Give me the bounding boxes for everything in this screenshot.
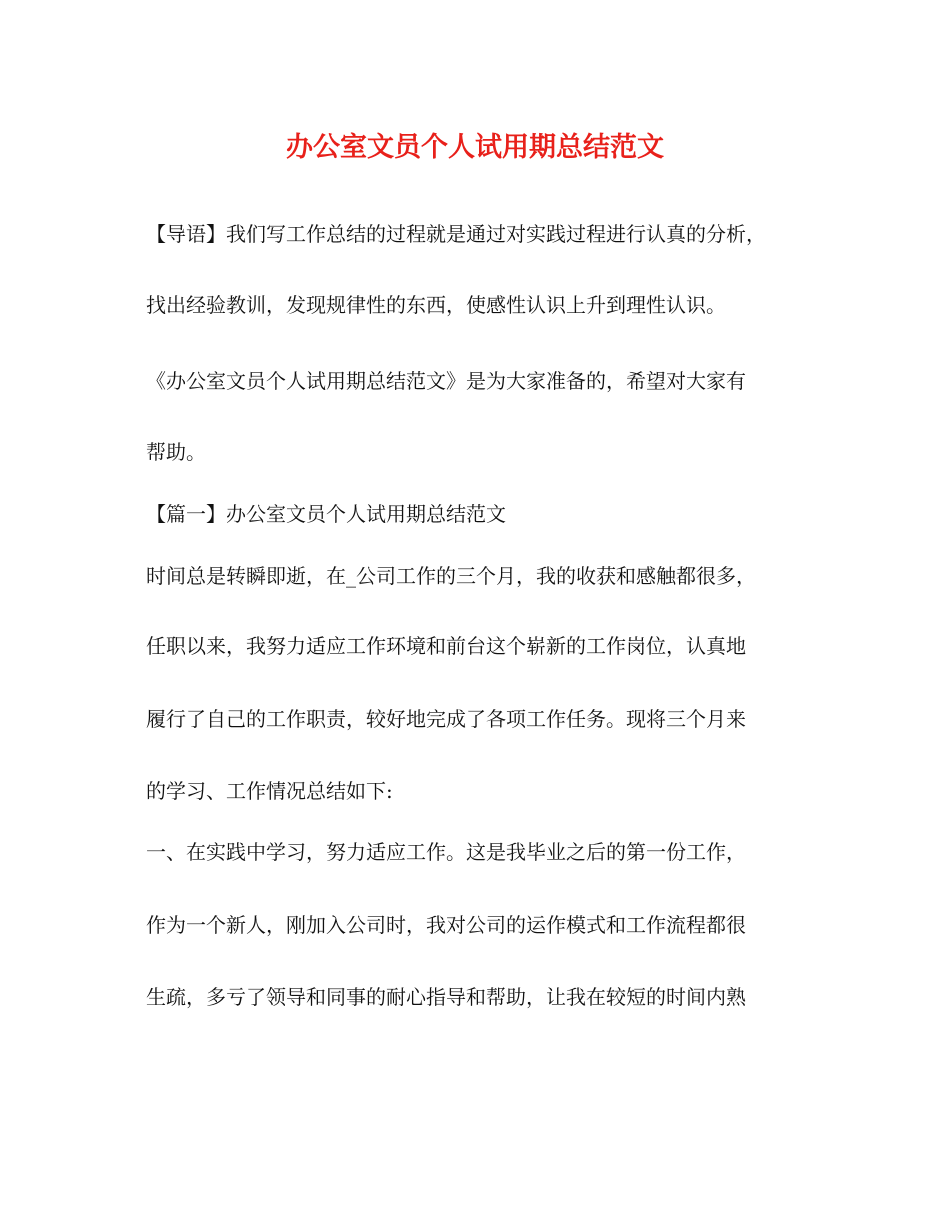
text-line: 履行了自己的工作职责，较好地完成了各项工作任务。现将三个月来 [146, 707, 746, 731]
text-line: 《办公室文员个人试用期总结范文》是为大家准备的，希望对大家有 [146, 369, 746, 393]
text-line: 一、在实践中学习，努力适应工作。这是我毕业之后的第一份工作， [146, 840, 746, 864]
text-line: 作为一个新人，刚加入公司时，我对公司的运作模式和工作流程都很 [146, 913, 746, 937]
document-title: 办公室文员个人试用期总结范文 [286, 132, 664, 163]
text-line: 生疏，多亏了领导和同事的耐心指导和帮助，让我在较短的时间内熟 [146, 985, 746, 1009]
text-line: 【导语】我们写工作总结的过程就是通过对实践过程进行认真的分析， [146, 222, 766, 246]
text-line: 【篇一】办公室文员个人试用期总结范文 [146, 502, 506, 526]
text-line: 的学习、工作情况总结如下: [146, 779, 393, 803]
text-line: 时间总是转瞬即逝，在_公司工作的三个月，我的收获和感触都很多， [146, 564, 756, 588]
text-line: 任职以来，我努力适应工作环境和前台这个崭新的工作岗位，认真地 [146, 634, 746, 658]
text-line: 找出经验教训，发现规律性的东西，使感性认识上升到理性认识。 [146, 293, 726, 317]
text-line: 帮助。 [146, 440, 206, 464]
